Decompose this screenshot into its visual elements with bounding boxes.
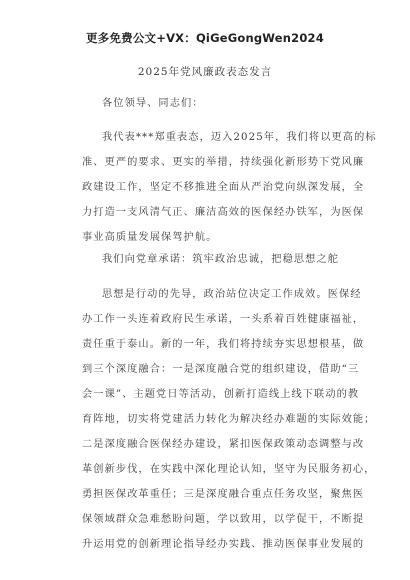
paragraph-line: 力打造一支风清气正、廉洁高效的医保经办铁军，为医保 [82, 207, 365, 218]
paragraph-line: 保领域群众急难愁盼问题，学以致用，以学促干，不断提 [82, 514, 365, 525]
paragraph-line: 育阵地，切实将党建活力转化为解决经办难题的实际效能； [82, 414, 376, 425]
paragraph-political-loyalty [82, 282, 376, 557]
paragraph-commitment [82, 125, 377, 250]
paragraph-line: 勇担医保改革重任；三是深度融合重点任务攻坚，聚焦医 [82, 489, 365, 500]
paragraph-line: 升运用党的创新理论指导经办实践、推动医保事业发展的 [82, 539, 365, 550]
paragraph-line: 二是深度融合医保经办建设，紧扣医保政策动态调整与改 [82, 439, 365, 450]
paragraph-line: 办工作一头连着政府民生承诺，一头系着百姓健康福祉， [82, 314, 365, 325]
paragraph-line: 会一课”、主题党日等活动，创新打造线上线下联动的教 [82, 389, 360, 400]
paragraph-line: 事业高质量发展保驾护航。 [82, 232, 218, 243]
paragraph-line: 到三个深度融合：一是深度融合党的组织建设，借助“三 [82, 364, 360, 375]
paragraph-line: 思想是行动的先导，政治站位决定工作成效。医保经 [102, 289, 362, 300]
document-title: 2025年党风廉政表态发言 [137, 66, 273, 78]
paragraph-line: 革创新步伐，在实践中深化理论认知，坚守为民服务初心， [82, 464, 376, 475]
paragraph-line: 政建设工作，坚定不移推进全面从严治党向纵深发展，全 [82, 182, 365, 193]
section-heading: 我们向党章承诺：筑牢政治忠诚，把稳思想之舵 [102, 254, 340, 265]
salutation: 各位领导、同志们： [102, 98, 204, 109]
paragraph-line: 准、更严的要求、更实的举措，持续强化新形势下党风廉 [82, 157, 365, 168]
paragraph-line: 我代表***郑重表态，迈入2025年，我们将以更高的标 [102, 132, 377, 143]
paragraph-line: 责任重于泰山。新的一年，我们将持续夯实思想根基，做 [82, 339, 365, 350]
promo-header: 更多免费公文+VX：QiGeGongWen2024 [86, 31, 324, 45]
